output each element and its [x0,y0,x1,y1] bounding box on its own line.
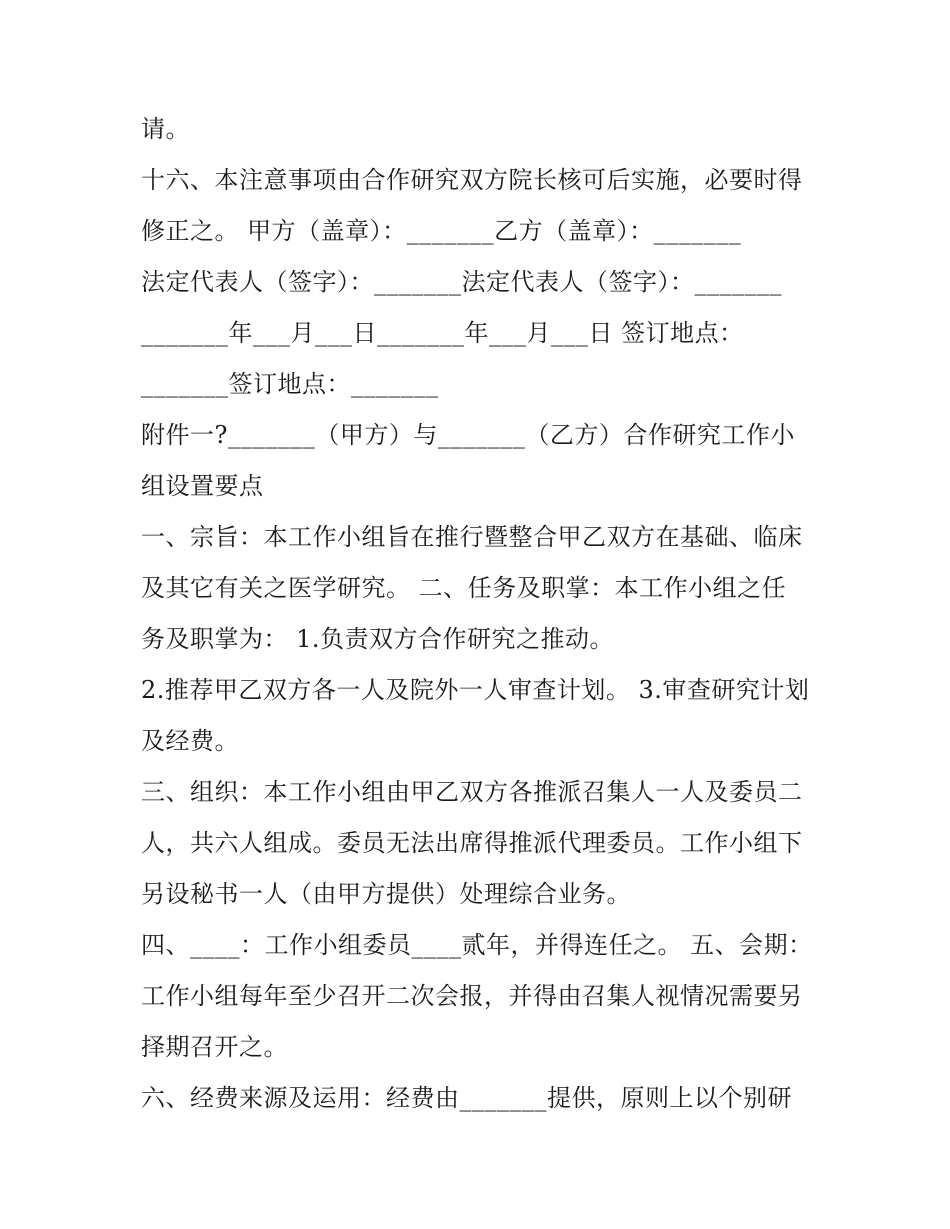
text-line: 修正之。 甲方（盖章）：_______乙方（盖章）：_______ [141,217,742,245]
text-line: 请。 [141,115,190,143]
text-line: 工作小组每年至少召开二次会报，并得由召集人视情况需要另 [141,982,803,1010]
text-line: 2.推荐甲乙双方各一人及院外一人审查计划。 3.审查研究计划 [141,676,810,704]
text-line: 人，共六人组成。委员无法出席得推派代理委员。工作小组下 [141,829,803,857]
text-line: 法定代表人（签字）：_______法定代表人（签字）：_______ [141,268,782,296]
text-line: 组设置要点 [141,472,264,500]
text-line: 择期召开之。 [141,1033,288,1061]
text-line: 四、____：工作小组委员____贰年，并得连任之。 五、会期： [141,931,813,959]
text-line: 附件一?_______（甲方）与_______（乙方）合作研究工作小 [141,421,795,449]
document-body [141,104,831,1124]
text-line: 三、组织：本工作小组由甲乙双方各推派召集人一人及委员二 [141,778,803,806]
text-line: 务及职掌为： 1.负责双方合作研究之推动。 [141,625,615,653]
text-line: _______签订地点：_______ [141,370,439,398]
text-line: _______年___月___日_______年___月___日 签订地点： [141,319,744,347]
text-line: 六、经费来源及运用：经费由_______提供，原则上以个别研 [141,1084,792,1112]
text-line: 十六、本注意事项由合作研究双方院长核可后实施，必要时得 [141,166,803,194]
text-line: 一、宗旨：本工作小组旨在推行暨整合甲乙双方在基础、临床 [141,523,803,551]
text-line: 及经费。 [141,727,239,755]
text-line: 及其它有关之医学研究。 二、任务及职掌：本工作小组之任 [141,574,787,602]
text-line: 另设秘书一人（由甲方提供）处理综合业务。 [141,880,631,908]
